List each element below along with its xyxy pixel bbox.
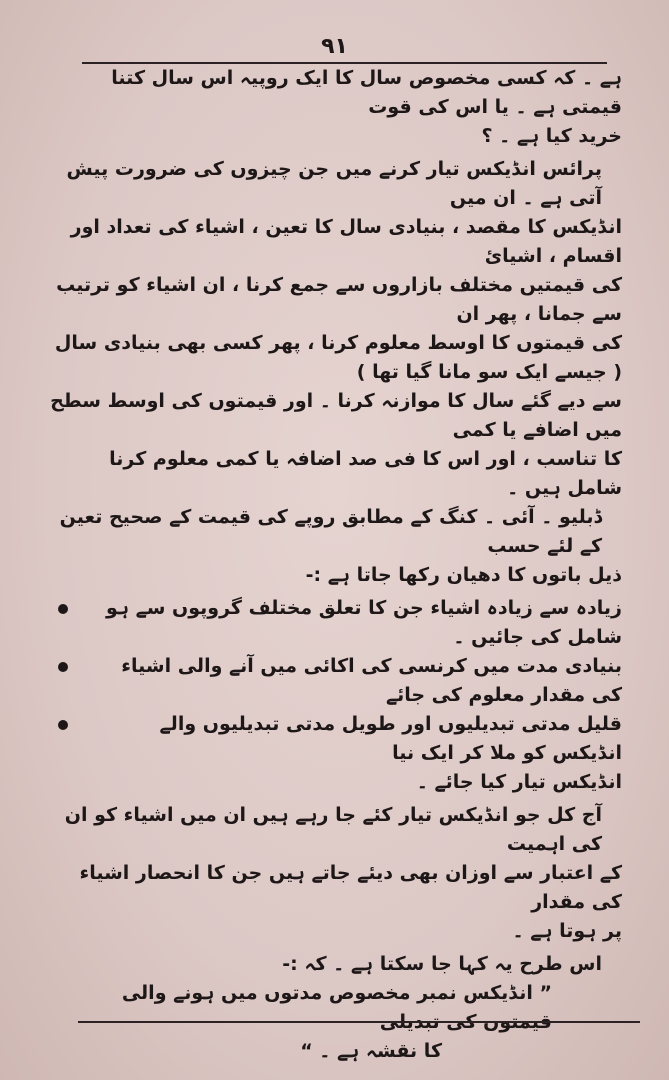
quote-line: کا نقشہ ہے ۔ “ <box>300 1040 442 1062</box>
bullet-list <box>50 594 622 797</box>
text-line: اس طرح یہ کہا جا سکتا ہے ۔ کہ :- <box>282 953 602 975</box>
paragraph-king <box>50 503 622 590</box>
bullet-icon <box>58 662 68 672</box>
list-item-continuation <box>50 768 622 797</box>
intro-paragraph <box>50 64 622 151</box>
list-item-text: انڈیکس تیار کیا جائے ۔ <box>416 771 622 793</box>
footer-rule <box>78 1021 640 1023</box>
text-line: کی قیمتیں مختلف بازاروں سے جمع کرنا ، ان اشیاء کو ترتیب سے جمانا ، پھر ان <box>56 274 622 325</box>
paragraph-weights <box>50 801 622 946</box>
text-line: کا تناسب ، اور اس کا فی صد اضافہ یا کمی معلوم کرنا شامل ہیں ۔ <box>109 448 622 499</box>
text-line: انڈیکس کا مقصد ، بنیادی سال کا تعین ، اشیاء کی تعداد اور اقسام ، اشیائ <box>70 216 622 267</box>
text-line: ہے ۔ کہ کسی مخصوص سال کا ایک روپیہ اس سال کتنا قیمتی ہے ۔ یا اس کی قوت <box>111 67 622 118</box>
text-line: خرید کیا ہے ۔ ؟ <box>481 125 622 147</box>
bullet-icon <box>58 604 68 614</box>
list-item <box>50 710 622 768</box>
list-item-text: قلیل مدتی تبدیلیوں اور طویل مدتی تبدیلیوں والے انڈیکس کو ملا کر ایک نیا <box>159 713 622 764</box>
page-number: ۹۱ <box>321 34 348 59</box>
page-body <box>50 64 622 1066</box>
list-item-text: زیادہ سے زیادہ اشیاء جن کا تعلق مختلف گروپوں سے ہو شامل کی جائیں ۔ <box>105 597 622 648</box>
list-item-text: بنیادی مدت میں کرنسی کی اکائی میں آنے والی اشیاء کی مقدار معلوم کی جائے <box>121 655 622 706</box>
text-line: ڈبلیو ۔ آئی ۔ کنگ کے مطابق روپے کی قیمت کے صحیح تعین کے لئے حسب <box>59 506 602 557</box>
text-line: ذیل باتوں کا دھیان رکھا جاتا ہے :- <box>305 564 622 586</box>
bullet-icon <box>58 720 68 730</box>
text-line: پرائس انڈیکس تیار کرنے میں جن چیزوں کی ضرورت پیش آتی ہے ۔ ان میں <box>66 158 602 209</box>
list-item <box>50 594 622 652</box>
text-line: کی قیمتوں کا اوسط معلوم کرنا ، پھر کسی بھی بنیادی سال ( جیسے ایک سو مانا گیا تھا ) <box>54 332 622 383</box>
text-line: آج کل جو انڈیکس تیار کئے جا رہے ہیں ان میں اشیاء کو ان کی اہمیت <box>64 804 602 855</box>
quote-line: ” انڈیکس نمبر مخصوص مدتوں میں ہونے والی قیمتوں کی تبدیلی <box>121 982 552 1033</box>
text-line: کے اعتبار سے اوزان بھی دیئے جاتے ہیں جن کا انحصار اشیاء کی مقدار <box>79 862 622 913</box>
text-line: سے دیے گئے سال کا موازنہ کرنا ۔ اور قیمتوں کی اوسط سطح میں اضافے یا کمی <box>50 390 622 441</box>
paragraph-conclusion <box>50 950 622 979</box>
list-item <box>50 652 622 710</box>
text-line: پر ہوتا ہے ۔ <box>512 920 622 942</box>
paragraph-price-index <box>50 155 622 503</box>
